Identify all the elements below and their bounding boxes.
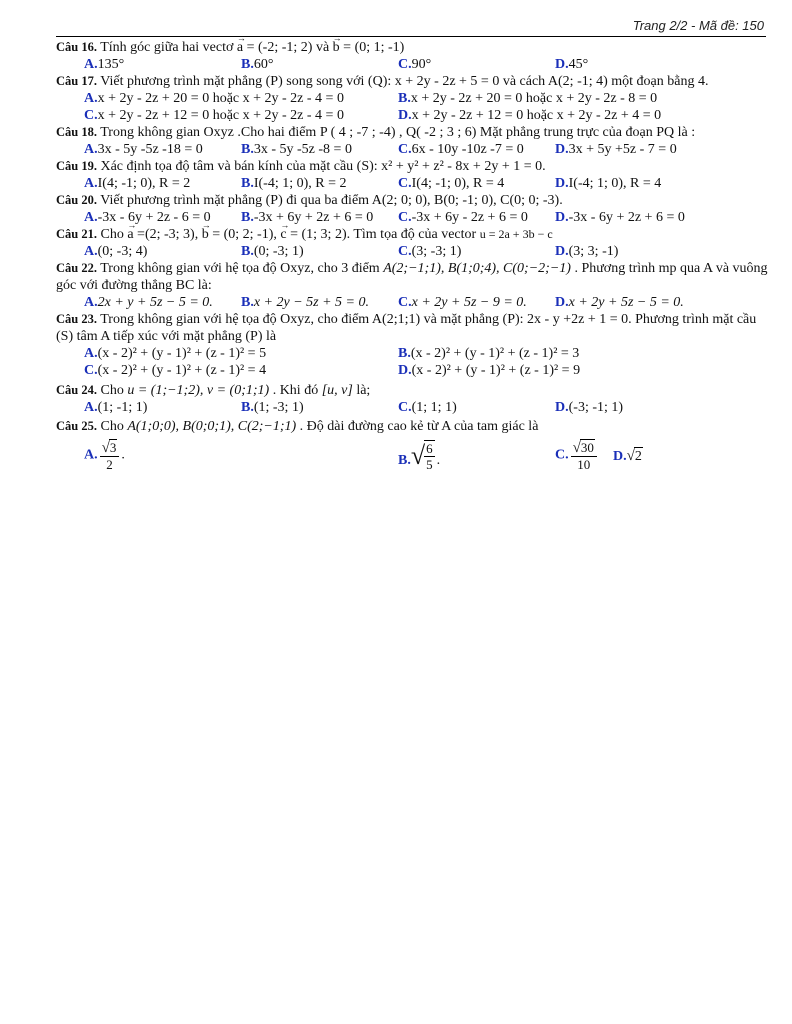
option-label: D. (555, 142, 569, 157)
option-d[interactable] (398, 362, 712, 379)
option-c[interactable] (398, 243, 555, 260)
option-d[interactable]: D.√2 (613, 447, 642, 464)
option-text: (3; -3; 1) (411, 244, 462, 259)
option-label: A. (84, 57, 98, 72)
question-16 (56, 39, 768, 56)
option-a[interactable] (84, 294, 241, 311)
question-text: = (0; 1; -1) (339, 40, 405, 55)
option-text: (-3; -1; 1) (568, 400, 624, 415)
option-label: B. (241, 295, 254, 310)
question-number: Câu 19. (56, 159, 97, 173)
question-22 (56, 260, 768, 294)
option-label: A. (84, 210, 98, 225)
option-label: B. (241, 142, 254, 157)
question-text: . Khi đó (269, 383, 322, 398)
option-text: x + 2y - 2z + 12 = 0 hoặc x + 2y - 2z - 4 = 0 (97, 108, 344, 123)
option-a[interactable] (84, 175, 241, 192)
question-text: = (-2; -1; 2) và (243, 40, 333, 55)
option-label: C. (398, 295, 412, 310)
option-b[interactable] (241, 399, 398, 416)
options-22 (56, 294, 768, 311)
page-header: Trang 2/2 - Mã đề: 150 (632, 18, 764, 33)
option-label: A. (84, 176, 98, 191)
option-label: B. (241, 244, 254, 259)
question-number: Câu 24. (56, 383, 97, 397)
option-text: x + 2y - 2z + 20 = 0 hoặc x + 2y - 2z - 4 = 0 (97, 91, 344, 106)
option-label: B. (241, 210, 254, 225)
option-text: . (121, 447, 125, 463)
question-17 (56, 73, 768, 90)
question-text: =(2; -3; 3), (133, 227, 202, 242)
question-19 (56, 158, 768, 175)
option-label: B. (241, 57, 254, 72)
option-text: x + 2y + 5z − 5 = 0. (568, 295, 684, 310)
cross-product-expression: [u, v] (321, 383, 353, 398)
option-label: C. (398, 244, 412, 259)
option-text: (1; -3; 1) (253, 400, 304, 415)
option-text: (x - 2)² + (y - 1)² + (z - 1)² = 4 (97, 363, 267, 378)
option-label: D. (613, 448, 627, 464)
option-label: C. (398, 176, 412, 191)
options-19 (56, 175, 768, 192)
option-text: I(4; -1; 0), R = 2 (97, 176, 191, 191)
option-label: C. (84, 363, 98, 378)
option-label: A. (84, 346, 98, 361)
options-25 (56, 439, 768, 472)
question-number: Câu 16. (56, 40, 97, 54)
question-text: Trong không gian Oxyz .Cho hai điểm P ( 4 ; -7 ; -4) , Q( -2 ; 3 ; 6) Mặt phẳng trung trực của đoạn PQ là : (96, 125, 696, 140)
option-text: . (436, 452, 441, 468)
option-c[interactable] (398, 175, 555, 192)
question-number: Câu 20. (56, 193, 97, 207)
options-23b (56, 362, 768, 379)
fraction: $\frac{√30}{10}$ (571, 439, 597, 472)
option-c[interactable] (84, 362, 398, 379)
option-label: A. (84, 244, 98, 259)
option-b[interactable] (241, 209, 398, 226)
option-label: B. (398, 91, 411, 106)
option-label: C. (84, 108, 98, 123)
question-text: Cho (96, 383, 128, 398)
question-text: Cho (96, 227, 128, 242)
vector-u-expression: u = 2a + 3b − c (479, 227, 553, 241)
option-text: x + 2y + 5z − 9 = 0. (411, 295, 527, 310)
option-label: C. (398, 210, 412, 225)
option-b[interactable] (398, 345, 712, 362)
option-c[interactable] (398, 141, 555, 158)
options-24 (56, 399, 768, 416)
option-text: (0; -3; 4) (97, 244, 148, 259)
option-c[interactable] (398, 294, 555, 311)
option-a[interactable] (84, 56, 241, 73)
option-label: A. (84, 142, 98, 157)
option-text: (x - 2)² + (y - 1)² + (z - 1)² = 3 (410, 346, 580, 361)
option-text: (0; -3; 1) (253, 244, 304, 259)
option-label: B. (398, 346, 411, 361)
fraction: $\frac{√3}{2}$ (100, 439, 120, 472)
option-a[interactable] (84, 243, 241, 260)
options-17 (56, 90, 768, 107)
question-21 (56, 226, 768, 243)
question-text: = (0; 2; -1), (208, 227, 281, 242)
header-rule (56, 36, 766, 37)
option-text: -3x + 6y - 2z + 6 = 0 (411, 210, 528, 225)
options-20 (56, 209, 768, 226)
vector-a: → a (237, 39, 243, 56)
question-number: Câu 17. (56, 74, 97, 88)
option-a[interactable] (84, 345, 398, 362)
radicand: 30 (580, 440, 594, 455)
option-a[interactable] (84, 209, 241, 226)
option-label: D. (398, 363, 412, 378)
options-18 (56, 141, 768, 158)
option-d[interactable] (555, 56, 588, 73)
option-b[interactable] (241, 175, 398, 192)
question-number: Câu 23. (56, 312, 97, 326)
question-24 (56, 382, 768, 399)
option-a[interactable] (84, 399, 241, 416)
option-label: C. (398, 142, 412, 157)
denominator: 10 (577, 457, 591, 472)
vector-a: → a (127, 226, 133, 243)
option-text: I(4; -1; 0), R = 4 (411, 176, 505, 191)
option-label: C. (555, 447, 569, 463)
question-number: Câu 21. (56, 227, 97, 241)
option-label: B. (241, 176, 254, 191)
option-label: C. (398, 400, 412, 415)
option-text: 90° (411, 57, 432, 72)
vector-b: → b (202, 226, 209, 243)
question-number: Câu 18. (56, 125, 97, 139)
option-d[interactable] (555, 141, 677, 158)
option-d[interactable] (555, 209, 685, 226)
exam-content (56, 39, 768, 472)
vector-c: → c (280, 226, 286, 243)
fraction: $\frac{6}{5}$ (426, 440, 433, 472)
question-text: = (1; 3; 2). Tìm tọa độ của vector (286, 227, 480, 242)
points-expression: A(1;0;0), B(0;0;1), C(2;−1;1) (127, 419, 297, 434)
points-expression: A(2;−1;1), B(1;0;4), C(0;−2;−1) (383, 261, 571, 276)
option-label: C. (398, 57, 412, 72)
option-a[interactable] (84, 141, 241, 158)
option-text: x + 2y - 2z + 12 = 0 hoặc x + 2y - 2z + 4 = 0 (411, 108, 662, 123)
question-text: Trong không gian với hệ tọa độ Oxyz, cho điểm A(2;1;1) và mặt phẳng (P): 2x - y +2z + 1 = 0. Phương trình mặt cầu (S) tâm A tiếp xúc với mặt phẳng (P) là (56, 312, 757, 344)
option-b[interactable] (241, 141, 398, 158)
option-d[interactable] (555, 175, 661, 192)
option-label: D. (555, 244, 569, 259)
option-text: 3x + 5y +5z - 7 = 0 (568, 142, 677, 157)
question-text: Cho (96, 419, 128, 434)
option-c[interactable] (398, 56, 555, 73)
question-text: Trong không gian với hệ tọa độ Oxyz, cho 3 điểm (96, 261, 384, 276)
question-25 (56, 418, 768, 435)
option-b[interactable] (398, 90, 712, 107)
option-text: -3x - 6y + 2z - 6 = 0 (97, 210, 211, 225)
option-label: A. (84, 295, 98, 310)
vectors-expression: u = (1;−1;2), v = (0;1;1) (127, 383, 270, 398)
option-b[interactable] (241, 243, 398, 260)
question-text: Xác định tọa độ tâm và bán kính của mặt cầu (S): x² + y² + z² - 8x + 2y + 1 = 0. (96, 159, 546, 174)
question-number: Câu 25. (56, 419, 97, 433)
option-text: 2x + y + 5z − 5 = 0. (97, 295, 213, 310)
option-text: I(-4; 1; 0), R = 4 (568, 176, 662, 191)
option-label: A. (84, 447, 98, 463)
option-text: 3x - 5y -5z -18 = 0 (97, 142, 203, 157)
option-label: D. (555, 210, 569, 225)
option-a[interactable] (84, 90, 398, 107)
option-d[interactable] (555, 243, 618, 260)
option-text: 60° (253, 57, 274, 72)
question-text: là; (352, 383, 371, 398)
question-text: Viết phương trình mặt phẳng (P) song song với (Q): x + 2y - 2z + 5 = 0 và cách A(2; -1; 4) một đoạn bằng 4. (96, 74, 709, 89)
option-text: (x - 2)² + (y - 1)² + (z - 1)² = 5 (97, 346, 267, 361)
option-d[interactable] (398, 107, 712, 124)
option-c[interactable] (84, 107, 398, 124)
question-23 (56, 311, 768, 345)
question-text: Viết phương trình mặt phẳng (P) đi qua ba điểm A(2; 0; 0), B(0; -1; 0), C(0; 0; -3). (96, 193, 563, 208)
question-text: . Độ dài đường cao kẻ từ A của tam giác là (296, 419, 539, 434)
options-21 (56, 243, 768, 260)
option-text: 45° (568, 57, 589, 72)
vector-b: → b (333, 39, 340, 56)
option-b[interactable] (241, 294, 398, 311)
option-text: (1; 1; 1) (411, 400, 457, 415)
option-b[interactable] (241, 56, 398, 73)
question-18 (56, 124, 768, 141)
option-text: 6x - 10y -10z -7 = 0 (411, 142, 524, 157)
option-label: A. (84, 91, 98, 106)
question-text: . Phương trình mp qua A và vuông góc với đường thẳng BC là: (56, 261, 768, 293)
option-label: D. (555, 176, 569, 191)
option-label: B. (398, 452, 411, 468)
option-label: A. (84, 400, 98, 415)
option-text: x + 2y - 2z + 20 = 0 hoặc x + 2y - 2z - 8 = 0 (410, 91, 658, 106)
options-16 (56, 56, 768, 73)
question-text: Tính góc giữa hai vectơ (96, 40, 237, 55)
option-label: D. (555, 57, 569, 72)
option-text: -3x - 6y + 2z + 6 = 0 (568, 210, 685, 225)
question-20 (56, 192, 768, 209)
options-17b (56, 107, 768, 124)
option-d[interactable] (555, 294, 684, 311)
option-text: (x - 2)² + (y - 1)² + (z - 1)² = 9 (411, 363, 581, 378)
option-c[interactable] (398, 209, 555, 226)
option-c[interactable] (398, 399, 555, 416)
option-text: (1; -1; 1) (97, 400, 148, 415)
options-23 (56, 345, 768, 362)
option-text: 135° (97, 57, 125, 72)
question-number: Câu 22. (56, 261, 97, 275)
radicand: 2 (634, 448, 642, 464)
option-label: D. (555, 400, 569, 415)
option-text: 3x - 5y -5z -8 = 0 (253, 142, 352, 157)
option-label: D. (398, 108, 412, 123)
option-text: I(-4; 1; 0), R = 2 (253, 176, 347, 191)
denominator: 2 (106, 457, 113, 472)
option-label: B. (241, 400, 254, 415)
option-text: (3; 3; -1) (568, 244, 619, 259)
denominator: 5 (426, 456, 433, 472)
option-label: D. (555, 295, 569, 310)
option-text: x + 2y − 5z + 5 = 0. (253, 295, 370, 310)
radicand: 3 (109, 440, 117, 455)
option-text: -3x + 6y + 2z + 6 = 0 (253, 210, 374, 225)
option-c[interactable] (555, 439, 613, 472)
option-a[interactable] (84, 439, 398, 472)
option-d[interactable] (555, 399, 623, 416)
option-b[interactable]: B. √ $\frac{6}{5}$ . (398, 440, 441, 472)
